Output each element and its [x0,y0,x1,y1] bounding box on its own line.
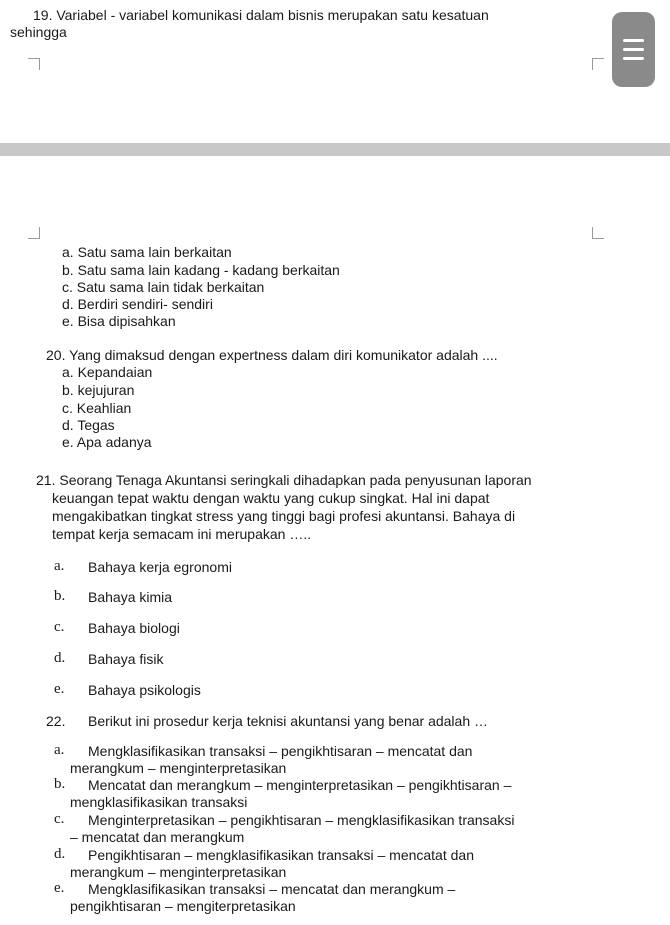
option-text-line1: Menginterpretasikan – pengikhtisaran – mengklasifikasikan transaksi [88,812,515,828]
option-text-line1: Pengikhtisaran – mengklasifikasikan transaksi – mencatat dan [88,847,474,863]
crop-corner-top-right [592,58,604,70]
q19-option-b[interactable]: b. Satu sama lain kadang - kadang berkaitan [62,262,340,278]
crop-corner-bottom-right [592,227,604,239]
option-text: Bahaya psikologis [88,682,201,698]
option-letter: d. [54,846,66,862]
q19-text-line2: sehingga [10,24,67,40]
option-letter: b. [54,776,66,792]
option-letter: a. [54,558,65,574]
menu-line-icon [623,39,644,42]
option-text-line2: – mencatat dan merangkum [70,829,245,845]
option-letter: d. [54,650,66,666]
q20-option-b[interactable]: b. kejujuran [62,382,135,398]
option-letter: e. [54,880,65,896]
option-letter: c. [54,811,65,827]
q22-number: 22. [46,713,66,729]
q19-option-e[interactable]: e. Bisa dipisahkan [62,313,176,329]
option-text-line2: merangkum – menginterpretasikan [70,760,287,776]
option-text-line2: pengikhtisaran – mengiterpretasikan [70,898,296,914]
option-letter: c. [54,619,65,635]
crop-corner-bottom-left [28,227,40,239]
q21-text-line3: mengakibatkan tingkat stress yang tinggi bagi profesi akuntansi. Bahaya di [52,508,516,524]
option-text-line1: Mencatat dan merangkum – menginterpretasikan – pengikhtisaran – [88,777,512,793]
option-text-line1: Mengklasifikasikan transaksi – mencatat dan merangkum – [88,881,456,897]
menu-line-icon [623,48,644,51]
q20-option-e[interactable]: e. Apa adanya [62,434,152,450]
option-text-line2: mengklasifikasikan transaksi [70,794,248,810]
q21-text-line1: 21. Seorang Tenaga Akuntansi seringkali dihadapkan pada penyusunan laporan [36,472,532,488]
option-letter: a. [54,742,65,758]
q19-option-c[interactable]: c. Satu sama lain tidak berkaitan [62,279,265,295]
option-text: Bahaya kerja egronomi [88,559,232,575]
option-text: Bahaya kimia [88,589,173,605]
option-letter: b. [54,588,66,604]
q22-question: Berikut ini prosedur kerja teknisi akuntansi yang benar adalah … [88,713,489,729]
divider-bar [0,143,670,156]
crop-corner-top-left [28,58,40,70]
q19-text-line1: 19. Variabel - variabel komunikasi dalam bisnis merupakan satu kesatuan [33,7,489,23]
option-text: Bahaya biologi [88,620,180,636]
q20-option-d[interactable]: d. Tegas [62,417,115,433]
option-text-line1: Mengklasifikasikan transaksi – pengikhtisaran – mencatat dan [88,743,473,759]
option-text: Bahaya fisik [88,651,164,667]
q19-option-d[interactable]: d. Berdiri sendiri- sendiri [62,296,213,312]
q21-text-line4: tempat kerja semacam ini merupakan ….. [52,526,312,542]
q20-option-c[interactable]: c. Keahlian [62,400,132,416]
menu-button[interactable] [612,12,655,87]
option-letter: e. [54,681,65,697]
menu-line-icon [623,57,644,60]
q20-option-a[interactable]: a. Kepandaian [62,364,153,380]
option-text-line2: merangkum – menginterpretasikan [70,864,287,880]
q19-option-a[interactable]: a. Satu sama lain berkaitan [62,244,232,260]
q20-question: 20. Yang dimaksud dengan expertness dalam diri komunikator adalah .... [46,347,498,363]
q21-text-line2: keuangan tepat waktu dengan waktu yang cukup singkat. Hal ini dapat [52,490,490,506]
